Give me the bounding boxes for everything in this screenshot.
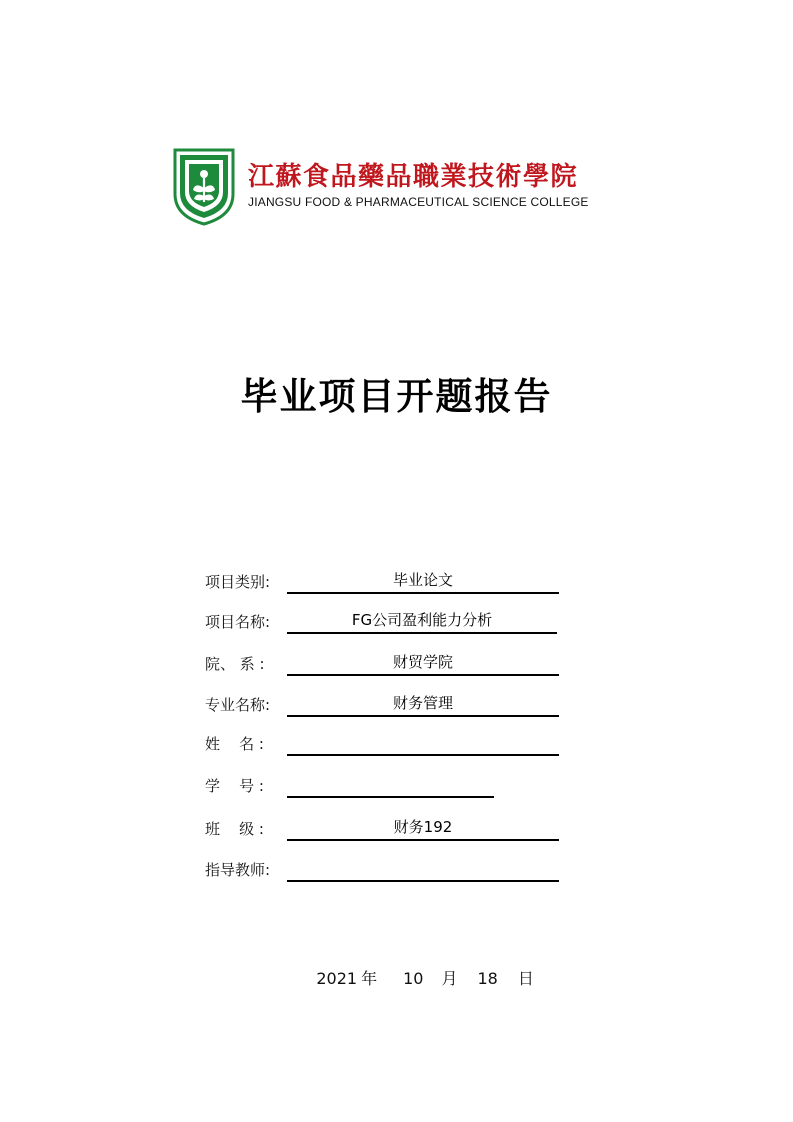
school-name-en: JIANGSU FOOD & PHARMACEUTICAL SCIENCE COLLEGE (248, 195, 589, 209)
field-advisor (205, 852, 565, 882)
field-value: 财务192 (393, 818, 453, 836)
field-student-name (205, 726, 565, 756)
field-project-name (205, 604, 565, 634)
field-label: 专业名称: (205, 696, 271, 714)
field-underline (287, 632, 557, 634)
date-month: 10 (403, 969, 424, 988)
field-underline (287, 754, 559, 756)
school-name-cn: 江蘇食品藥品職業技術學院 (248, 162, 579, 192)
field-underline (287, 880, 559, 882)
date-month-unit: 月 (441, 969, 458, 988)
field-student-id (205, 768, 565, 798)
field-underline (287, 796, 494, 798)
field-label: 学 号 : (205, 777, 264, 795)
date-day-unit: 日 (517, 969, 534, 988)
date-year-unit: 年 (361, 969, 378, 988)
field-project-category (205, 564, 565, 594)
field-class (205, 811, 565, 841)
field-label: 院、 系 : (205, 655, 265, 673)
field-major (205, 687, 565, 717)
field-underline (287, 839, 559, 841)
field-value: 财贸学院 (392, 653, 453, 671)
field-underline (287, 715, 559, 717)
field-label: 姓 名 : (205, 735, 264, 753)
date-year: 2021 (316, 969, 358, 988)
date-day: 18 (477, 969, 498, 988)
field-value: FG公司盈利能力分析 (351, 611, 493, 629)
field-value: 财务管理 (392, 694, 453, 712)
field-underline (287, 592, 559, 594)
field-label: 项目名称: (205, 613, 271, 631)
field-underline (287, 674, 559, 676)
field-label: 班 级 : (205, 820, 264, 838)
report-date (296, 946, 534, 1012)
document-title: 毕业项目开题报告 (240, 375, 553, 418)
college-emblem-icon (171, 144, 237, 226)
field-label: 指导教师: (205, 861, 271, 879)
field-label: 项目类别: (205, 573, 271, 591)
field-department (205, 646, 565, 676)
field-value: 毕业论文 (392, 571, 453, 589)
